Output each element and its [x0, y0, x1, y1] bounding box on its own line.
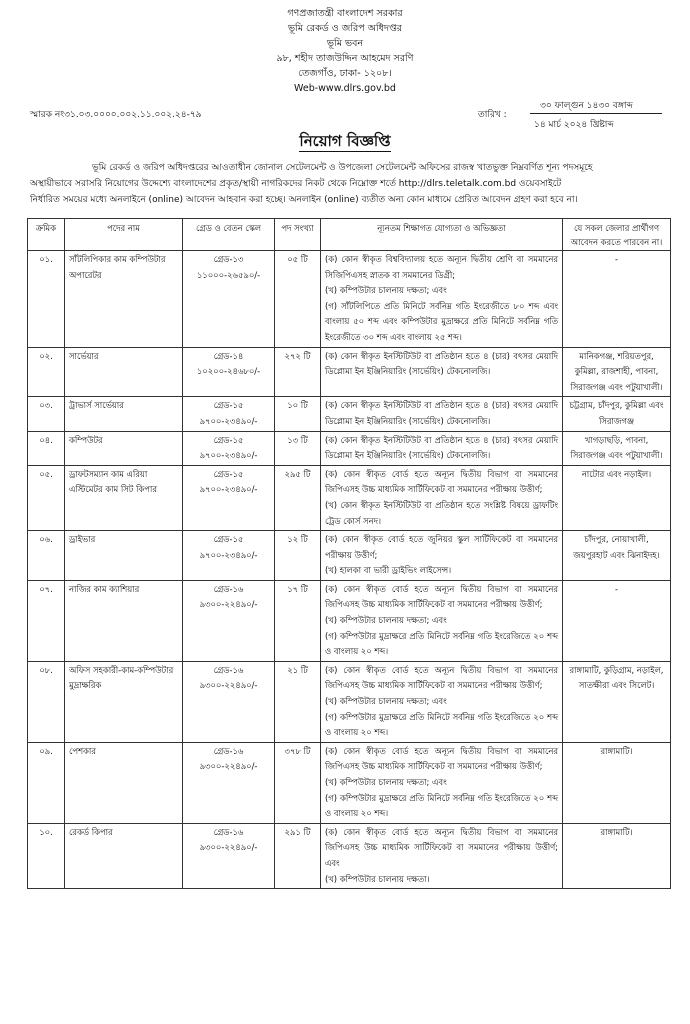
- pay-scale-text: ৯৩০০-২২৪৯০/-: [199, 842, 258, 853]
- districts-cell: -: [563, 251, 671, 348]
- qualification-item: (গ) কম্পিউটার মুদ্রাক্ষরে প্রতি মিনিটে সর্বনিম্ন গতি ইংরেজিতে ২০ শব্দ ও বাংলায় ২০ শব্দ।: [325, 792, 558, 819]
- pay-scale-text: ৯৭০০-২৩৪৯০/-: [199, 484, 258, 495]
- qualification-item: (খ) কম্পিউটার চালনায় দক্ষতা; এবং: [325, 696, 447, 707]
- post-cell: ড্রাফটসম্যান কাম এরিয়া এস্টিমেটর কাম সিট কিপার: [65, 465, 183, 530]
- qualification-item: (খ) কম্পিউটার চালনায় দক্ষতা; এবং: [325, 285, 447, 296]
- memo-ref: স্মারক নং৩১.০৩.০০০০.০০২.১১.০০২.২৪-৭৯: [30, 110, 202, 120]
- districts-cell: রাঙ্গামাটি, কুড়িগ্রাম, নড়াইল, সাতক্ষীরা এবং সিলেট।: [563, 661, 671, 742]
- grade-text: গ্রেড-১৬: [213, 583, 244, 594]
- districts-cell: -: [563, 580, 671, 661]
- grade-text: গ্রেড-১৫: [213, 468, 244, 479]
- qualification-cell: [321, 251, 563, 348]
- pay-scale-text: ১১০০০-২৬৫৯০/-: [196, 269, 261, 280]
- qualification-item: (গ) কম্পিউটার মুদ্রাক্ষরে প্রতি মিনিটে সর্বনিম্ন গতি ইংরেজিতে ২০ শব্দ ও বাংলায় ২০ শব্দ।: [325, 630, 558, 657]
- count-cell: ২৯১ টি: [275, 823, 321, 888]
- qualification-item: (ক) কোন স্বীকৃত বোর্ড হতে অন্যূন দ্বিতীয় বিভাগ বা সমমানের জিপিএসহ উচ্চ মাধ্যমিক সার্টিফিকেট বা সমমানের পরীক্ষায় উত্তীর্ণ;: [325, 745, 558, 772]
- qualification-item: (খ) হালকা বা ভারী ড্রাইভিং লাইসেন্স।: [325, 565, 452, 576]
- post-cell: সার্ভেয়ার: [65, 347, 183, 397]
- post-cell: নাজির কাম ক্যাশিয়ার: [65, 580, 183, 661]
- grade-cell: [183, 251, 275, 348]
- qualification-item: (ক) কোন স্বীকৃত ইনস্টিটিউট বা প্রতিষ্ঠান হতে ৪ (চার) বৎসর মেয়াদি ডিপ্লোমা ইন ইঞ্জিনিয়ারিং (সার্ভেয়িং) টেকনোলজি।: [325, 350, 558, 377]
- website: Web-www.dlrs.gov.bd: [294, 83, 396, 94]
- count-cell: ২১ টি: [275, 661, 321, 742]
- qualification-cell: [321, 823, 563, 888]
- qualification-cell: [321, 397, 563, 431]
- post-cell: ড্রাইভার: [65, 531, 183, 581]
- count-cell: ০৫ টি: [275, 251, 321, 348]
- pay-scale-text: ৯৩০০-২২৪৯০/-: [199, 599, 258, 610]
- count-cell: ১২ টি: [275, 531, 321, 581]
- serial-cell: ০৩.: [28, 397, 65, 431]
- header-serial: ক্রমিক: [28, 219, 65, 251]
- serial-cell: ০৭.: [28, 580, 65, 661]
- qualification-item: (ক) কোন স্বীকৃত বোর্ড হতে অন্যূন দ্বিতীয় বিভাগ বা সমমানের জিপিএসহ উচ্চ মাধ্যমিক সার্টিফিকেট বা সমমানের পরীক্ষায় উত্তীর্ণ;: [325, 664, 558, 691]
- qualification-item: (ক) কোন স্বীকৃত ইনস্টিটিউট বা প্রতিষ্ঠান হতে ৪ (চার) বৎসর মেয়াদি ডিপ্লোমা ইন ইঞ্জিনিয়ারিং (সার্ভেয়িং) টেকনোলজি।: [325, 434, 558, 461]
- header-count: পদ সংখ্যা: [275, 219, 321, 251]
- pay-scale-text: ৯৩০০-২২৪৯০/-: [199, 761, 258, 772]
- qualification-item: (ক) কোন স্বীকৃত বোর্ড হতে অন্যূন দ্বিতীয় বিভাগ বা সমমানের জিপিএসহ উচ্চ মাধ্যমিক সার্টিফিকেট বা সমমানের পরীক্ষায় উত্তীর্ণ;: [325, 468, 558, 495]
- header-post: পদের নাম: [65, 219, 183, 251]
- post-cell: অফিস সহকারী-কাম-কম্পিউটার মুদ্রাক্ষরিক: [65, 661, 183, 742]
- pay-scale-text: ৯৭০০-২৩৪৯০/-: [199, 549, 258, 560]
- qualification-item: (ক) কোন স্বীকৃত বিশ্ববিদ্যালয় হতে অন্যূন দ্বিতীয় শ্রেণি বা সমমানের সিজিপিএসহ স্নাতক বা সমমানের ডিগ্রী;: [325, 254, 558, 280]
- title-text: নিয়োগ বিজ্ঞপ্তি: [299, 132, 391, 150]
- table-row: [28, 347, 671, 397]
- table-row: [28, 397, 671, 431]
- grade-text: গ্রেড-১৫: [213, 534, 244, 545]
- grade-text: গ্রেড-১৩: [213, 254, 244, 264]
- intro-line-3: নির্ধারিত সময়ের মধ্যে অনলাইনে (online) আবেদন আহবান করা হচ্ছে। অনলাইন (online) ব্যতীত অন্য কোন মাধ্যমে প্রেরিত আবেদন গ্রহণ করা হবে না।: [30, 195, 578, 205]
- qualification-cell: [321, 661, 563, 742]
- serial-cell: ০৬.: [28, 531, 65, 581]
- qualification-item: (ক) কোন স্বীকৃত বোর্ড হতে অন্যূন দ্বিতীয় বিভাগ বা সমমানের জিপিএসহ উচ্চ মাধ্যমিক সার্টিফিকেট বা সমমানের পরীক্ষায় উত্তীর্ণ; এবং: [325, 826, 558, 868]
- districts-cell: রাঙ্গামাটি।: [563, 742, 671, 823]
- qualification-item: (খ) কম্পিউটার চালনায় দক্ষতা।: [325, 873, 430, 884]
- qualification-item: (ক) কোন স্বীকৃত ইনস্টিটিউট বা প্রতিষ্ঠান হতে ৪ (চার) বৎসর মেয়াদি ডিপ্লোমা ইন ইঞ্জিনিয়ারিং (সার্ভেয়িং) টেকনোলজি।: [325, 400, 558, 426]
- grade-text: গ্রেড-১৬: [213, 664, 244, 675]
- count-cell: ২৯৫ টি: [275, 465, 321, 530]
- serial-cell: ০৫.: [28, 465, 65, 530]
- govt-name: গণপ্রজাতন্ত্রী বাংলাদেশ সরকার: [287, 8, 403, 19]
- qualification-cell: [321, 580, 563, 661]
- grade-cell: [183, 823, 275, 888]
- grade-text: গ্রেড-১৪: [213, 350, 244, 361]
- grade-text: গ্রেড-১৬: [213, 826, 244, 837]
- table-row: [28, 580, 671, 661]
- count-cell: ১০ টি: [275, 397, 321, 431]
- districts-cell: মানিকগঞ্জ, শরিয়তপুর, কুমিল্লা, রাজশাহী, পাবনা, সিরাজগঞ্জ এবং পটুয়াখালী।: [563, 347, 671, 397]
- grade-cell: [183, 531, 275, 581]
- serial-cell: ১০.: [28, 823, 65, 888]
- city-address: তেজগাঁও, ঢাকা- ১২০৮।: [298, 68, 392, 79]
- date-english: ১৪ মার্চ ২০২৪ খ্রিষ্টাব্দ: [534, 120, 614, 130]
- districts-cell: রাঙ্গামাটি।: [563, 823, 671, 888]
- grade-cell: [183, 742, 275, 823]
- qualification-item: (খ) কম্পিউটার চালনায় দক্ষতা; এবং: [325, 615, 447, 626]
- pay-scale-text: ৯৭০০-২৩৪৯০/-: [199, 415, 258, 426]
- qualification-item: (গ) কম্পিউটার মুদ্রাক্ষরে প্রতি মিনিটে সর্বনিম্ন গতি ইংরেজিতে ২০ শব্দ ও বাংলায় ২০ শব্দ।: [325, 711, 558, 738]
- post-cell: কম্পিউটর: [65, 431, 183, 465]
- qualification-cell: [321, 431, 563, 465]
- grade-text: গ্রেড-১৫: [213, 400, 244, 411]
- districts-cell: খাগড়াছড়ি, পাবনা, সিরাজগঞ্জ এবং পটুয়াখালী।: [563, 431, 671, 465]
- table-row: [28, 661, 671, 742]
- vacancy-table: [27, 218, 671, 889]
- pay-scale-text: ১০২০০-২৪৬৮০/-: [196, 366, 261, 377]
- intro-paragraph: [30, 160, 670, 208]
- dept-name: ভূমি রেকর্ড ও জরিপ অধিদপ্তর: [287, 23, 403, 34]
- qualification-cell: [321, 347, 563, 397]
- grade-cell: [183, 431, 275, 465]
- table-row: [28, 823, 671, 888]
- grade-cell: [183, 661, 275, 742]
- qualification-cell: [321, 531, 563, 581]
- table-row: [28, 465, 671, 530]
- grade-text: গ্রেড-১৫: [213, 434, 244, 445]
- grade-cell: [183, 465, 275, 530]
- header-districts: যে সকল জেলার প্রার্থীগণ আবেদন করতে পারবেন না।: [563, 219, 671, 251]
- grade-cell: [183, 397, 275, 431]
- post-cell: রেকর্ড কিপার: [65, 823, 183, 888]
- qualification-item: (ক) কোন স্বীকৃত বোর্ড হতে জুনিয়র স্কুল সার্টিফিকেট বা সমমানের পরীক্ষায় উত্তীর্ণ;: [325, 534, 558, 560]
- pay-scale-text: ৯৩০০-২২৪৯০/-: [199, 680, 258, 691]
- qualification-item: (গ) সাঁটলিপিতে প্রতি মিনিটে সর্বনিম্ন গতি ইংরেজীতে ৮০ শব্দ এবং বাংলায় ৫০ শব্দ এবং কম্পিউটার মুদ্রাক্ষরে প্রতি মিনিটে সর্বনিম্ন গতি ইংরেজীতে ৩০ শব্দ এবং বাংলায় ২৫ শব্দ।: [325, 300, 558, 342]
- date-divider: [530, 113, 662, 114]
- count-cell: ১৭ টি: [275, 580, 321, 661]
- post-cell: সাঁটলিপিকার কাম কম্পিউটার অপারেটর: [65, 251, 183, 348]
- grade-cell: [183, 580, 275, 661]
- districts-cell: নাটোর এবং নড়াইল।: [563, 465, 671, 530]
- street-address: ৯৮, শহীদ তাজউদ্দিন আহমেদ সরণি: [276, 53, 414, 64]
- count-cell: ২৭২ টি: [275, 347, 321, 397]
- letterhead: [0, 6, 690, 96]
- serial-cell: ০৪.: [28, 431, 65, 465]
- qualification-item: (ক) কোন স্বীকৃত বোর্ড হতে অন্যূন দ্বিতীয় বিভাগ বা সমমানের জিপিএসহ উচ্চ মাধ্যমিক সার্টিফিকেট বা সমমানের পরীক্ষায় উত্তীর্ণ;: [325, 583, 558, 610]
- grade-cell: [183, 347, 275, 397]
- count-cell: ১৩ টি: [275, 431, 321, 465]
- table-row: [28, 742, 671, 823]
- grade-text: গ্রেড-১৬: [213, 745, 244, 756]
- table-header-row: [28, 219, 671, 251]
- header-qualification: ন্যূনতম শিক্ষাগত যোগ্যতা ও অভিজ্ঞতা: [321, 219, 563, 251]
- qualification-cell: [321, 742, 563, 823]
- qualification-item: (খ) কোন স্বীকৃত ইনস্টিটিউট বা প্রতিষ্ঠান হতে সংশ্লিষ্ট বিষয়ে ড্রাফটিং ট্রেড কোর্স সনদ।: [325, 499, 558, 526]
- pay-scale-text: ৯৭০০-২৩৪৯০/-: [199, 450, 258, 461]
- date-bangla: ৩০ ফাল্গুন ১৪৩০ বঙ্গাব্দ: [540, 101, 633, 111]
- count-cell: ৩৭৮ টি: [275, 742, 321, 823]
- page-title: [0, 130, 690, 155]
- districts-cell: চট্টগ্রাম, চাঁদপুর, কুমিল্লা এবং সিরাজগঞ্জ: [563, 397, 671, 431]
- serial-cell: ০৯.: [28, 742, 65, 823]
- qualification-item: (খ) কম্পিউটার চালনায় দক্ষতা; এবং: [325, 777, 447, 787]
- serial-cell: ০২.: [28, 347, 65, 397]
- districts-cell: চাঁদপুর, নোয়াখালী, জয়পুরহাট এবং ঝিনাইদহ।: [563, 531, 671, 581]
- serial-cell: ০৮.: [28, 661, 65, 742]
- table-row: [28, 251, 671, 348]
- post-cell: ট্রাভার্স সার্ভেয়ার: [65, 397, 183, 431]
- intro-line-2: অস্থায়ীভাবে সরাসরি নিয়োগের উদ্দেশ্যে বাংলাদেশের প্রকৃত/স্থায়ী নাগরিকদের নিকট থেকে নিম্নোক্ত শর্তে http://dlrs.teletalk.com.bd ওয়েবসাইটে: [30, 179, 562, 189]
- table-row: [28, 531, 671, 581]
- post-cell: পেশকার: [65, 742, 183, 823]
- header-grade: গ্রেড ও বেতন স্কেল: [183, 219, 275, 251]
- date-label: তারিখ :: [478, 110, 507, 120]
- qualification-cell: [321, 465, 563, 530]
- serial-cell: ০১.: [28, 251, 65, 348]
- building-name: ভূমি ভবন: [326, 38, 364, 49]
- intro-line-1: ভূমি রেকর্ড ও জরিপ অধিদপ্তরের আওতাধীন জোনাল সেটেলমেন্ট ও উপজেলা সেটেলমেন্ট অফিসের রাজস্ব খাতভুক্ত নিম্নবর্ণিত শূন্য পদসমূহে: [92, 163, 593, 173]
- table-row: [28, 431, 671, 465]
